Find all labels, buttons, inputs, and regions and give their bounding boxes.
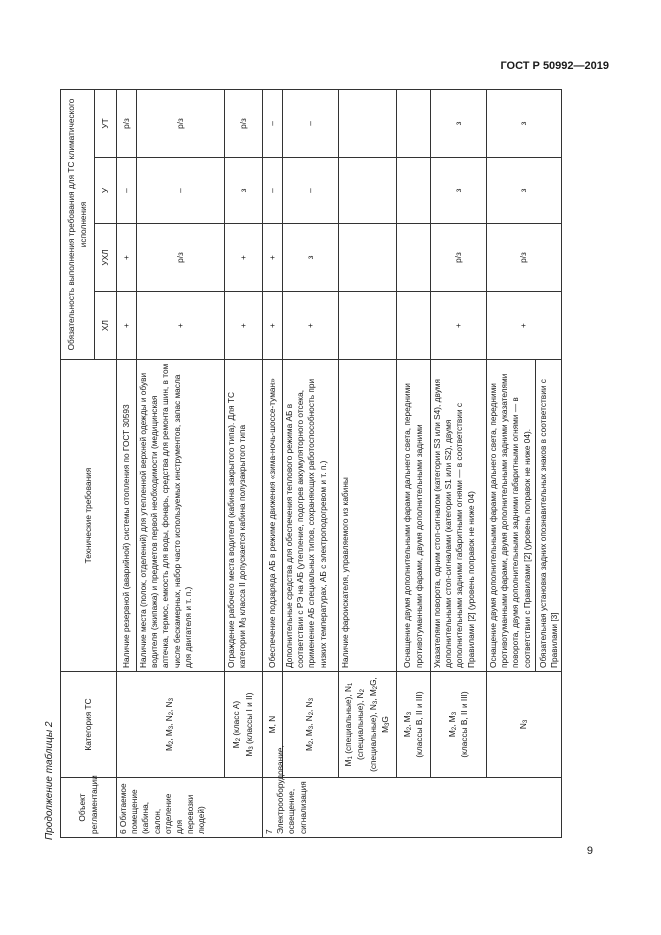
mark-cell: з xyxy=(283,224,339,292)
mark-cell: – xyxy=(283,158,339,224)
category-cell: $M_2$, $M_3$ (классы B, II и III) xyxy=(431,672,487,778)
requirements-table xyxy=(60,89,562,838)
mark-cell: з xyxy=(431,89,487,157)
mark-cell: з xyxy=(487,89,562,157)
requirement-paragraph: Оснащение двумя дополнительными фарами дальнего света, передними противотуманными фарами, двумя дополнительными задними указателями поворота, двумя дополнительными задними габаритными огнями — в соответствии с Правилами [2] (уровень поправок не ниже 04). xyxy=(488,360,536,671)
continuation-caption: Продолжение таблицы 2 xyxy=(44,721,55,840)
mark-cell xyxy=(397,292,431,360)
mark-cell: – xyxy=(263,89,283,157)
mark-cell xyxy=(397,158,431,224)
mark-cell xyxy=(397,224,431,292)
rotated-table-page xyxy=(44,90,559,840)
table-row xyxy=(487,89,562,837)
category-cell: $M_2$, $M_3$ (классы B, II и III) xyxy=(397,672,431,778)
mark-cell: – xyxy=(283,89,339,157)
mark-cell: + xyxy=(137,292,225,360)
climate-header: УТ xyxy=(95,89,117,157)
requirement-cell: Дополнительные средства для обеспечения теплового режима АБ в соответствии с РЭ на АБ (утепление, подогрев аккумуляторного отсека, применение АБ специальных типов, сохраняющих работоспособность при низких температурах, АБ с электроподогревом и т. п.) xyxy=(283,360,339,672)
climate-header: УХЛ xyxy=(95,224,117,292)
mark-cell: + xyxy=(283,292,339,360)
mark-cell: + xyxy=(117,292,137,360)
mark-cell: – xyxy=(263,158,283,224)
standard-designation: ГОСТ Р 50992—2019 xyxy=(500,60,609,72)
section-cell: 7 Электрооборудование, освещение, сигнализация xyxy=(263,778,562,838)
mark-cell xyxy=(339,158,397,224)
mark-cell: + xyxy=(263,292,283,360)
requirement-cell: Наличие места (полок, отделений) для утепленной верхней одежды и обуви водителя (экипажа) и предметов первой необходимости (медицинская аптечка, термос, емкость для воды, фонарь, средства для ремонта шин, в том числе бескамерных, набор часто используемых инструментов, запас масла для двигателя и т. п.) xyxy=(137,360,225,672)
mark-cell: р/з xyxy=(225,89,263,157)
mark-cell: + xyxy=(117,224,137,292)
page-number: 9 xyxy=(586,845,593,857)
mark-cell: + xyxy=(263,224,283,292)
mark-cell: р/з xyxy=(487,224,562,292)
table-row xyxy=(225,89,263,837)
requirement-cell: Наличие резервной (аварийной) системы отопления по ГОСТ 30593 xyxy=(117,360,137,672)
requirement-cell: Наличие фароискателя, управляемого из кабины xyxy=(339,360,397,672)
mark-cell: + xyxy=(487,292,562,360)
table-row xyxy=(431,89,487,837)
category-cell: $M_1$ (специальные), $N_1$ (специальные), $N_2$ (специальные), $N_3$, $M_2G$, $M_3G$ xyxy=(339,672,397,778)
table-row xyxy=(283,89,339,837)
requirement-cell: Ограждение рабочего места водителя (кабина закрытого типа). Для ТС категории $M_3$ класса II допускается кабина полузакрытого типа xyxy=(225,360,263,672)
table-row xyxy=(263,89,283,837)
requirement-cell xyxy=(487,360,562,672)
table-row xyxy=(397,89,431,837)
mark-cell: р/з xyxy=(137,89,225,157)
category-cell: $M_2$ (класс A) $M_3$ (классы I и II) xyxy=(225,672,263,778)
mark-cell: – xyxy=(137,158,225,224)
mark-cell: р/з xyxy=(117,89,137,157)
mark-cell: – xyxy=(117,158,137,224)
object-header: Объект регламентации xyxy=(61,778,117,838)
requirement-paragraph: Обязательная установка задних опознавительных знаков в соответствии с Правилами [3] xyxy=(537,379,559,668)
mark-cell xyxy=(339,292,397,360)
section-cell: 6 Обитаемое помещение (кабина, салон, отделение для перевозки людей) xyxy=(117,778,263,838)
table-row xyxy=(117,89,137,837)
requirement-cell: Оснащение двумя дополнительными фарами дальнего света, передними противотуманными фарами, двумя дополнительными задними xyxy=(397,360,431,672)
mark-cell: з xyxy=(487,158,562,224)
mark-cell xyxy=(397,89,431,157)
table-row xyxy=(339,89,397,837)
mark-cell xyxy=(339,89,397,157)
requirement-cell: Указателями поворота, одним стоп-сигналом (категории S3 или S4), двумя дополнительными стоп-сигналами (категории S1 или S2), двумя дополнительными задними габаритными огнями — в соответствии с Правилами [2] (уровень поправок не ниже 04) xyxy=(431,360,487,672)
climate-header: ХЛ xyxy=(95,292,117,360)
climate-header: У xyxy=(95,158,117,224)
category-header: Категория ТС xyxy=(61,672,117,778)
mark-cell: з xyxy=(225,158,263,224)
category-cell: $N_3$ xyxy=(487,672,562,778)
mark-cell: + xyxy=(225,292,263,360)
mark-cell xyxy=(339,224,397,292)
category-cell: M, N xyxy=(263,672,283,778)
mandatory-group-header: Обязательность выполнения требования для ТС климатического исполнения xyxy=(61,89,95,359)
header-row xyxy=(61,89,95,837)
category-cell: $M_2$, $M_3$, $N_2$, $N_3$ xyxy=(117,672,225,778)
mark-cell: з xyxy=(431,158,487,224)
mark-cell: + xyxy=(225,224,263,292)
mark-cell: + xyxy=(431,292,487,360)
mark-cell: р/з xyxy=(137,224,225,292)
requirements-header: Технические требования xyxy=(61,360,117,672)
category-cell: $M_2$, $M_3$, $N_2$, $N_3$ xyxy=(283,672,339,778)
requirement-cell: Обеспечение подзаряда АБ в режиме движения «зима-ночь-шоссе-туман» xyxy=(263,360,283,672)
mark-cell: р/з xyxy=(431,224,487,292)
